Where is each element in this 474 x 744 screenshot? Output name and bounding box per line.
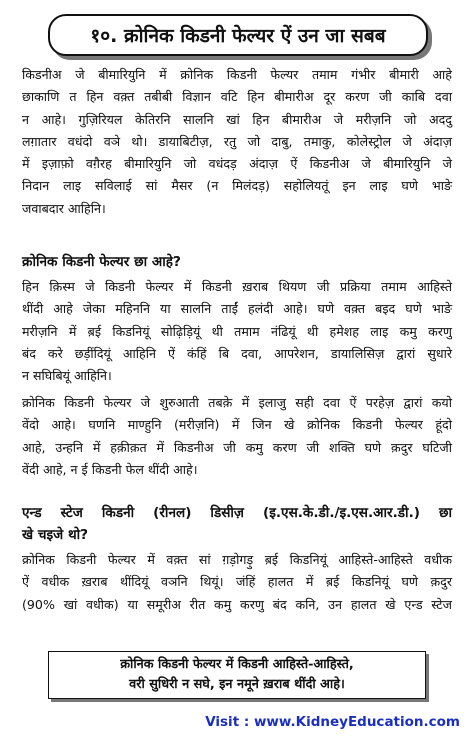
heading-text: खे चइजे थो? [22, 527, 89, 543]
intro-paragraph [22, 64, 452, 220]
text-line: वेंदी आहे, न ई किडनी फेल थींदी आहे। [22, 461, 198, 477]
text-line: ऐं वधीक ख़राब थींदियूं वञनि थियूं। जंहिं हालत में ब़ई किडनियूं घणे क़दुर [22, 574, 452, 590]
section-heading-what-is-ckd [22, 251, 452, 273]
text-line: (90% खां वधीक) या समूरीअ रीत कमु करणु बंद कनि, उन हालत खे एन्ड स्टेज [22, 596, 452, 612]
text-line: छाकाणि त हिन वक़्त तबीबी विज्ञान वटि हिन बीमारीअ दूर करण जी काबि दवा [22, 89, 452, 105]
text-line: न आहे। गुज़िरियल केतिरनि सालनि खां हिन बीमारीअ जे मरीज़नि जो अददु [22, 111, 452, 127]
text-line: क्रोनिक किडनी फेल्यर में वक़्त सां ग़ड़ोगड़ु ब़ई किडनियूं आहिस्ते-आहिस्ते वधीक [22, 552, 452, 567]
text-line: क्रोनिक किडनी फेल्यर जे शुरुआती तबक़े में इलाजु सही दवा ऐं परहेज़ द्वारां कयो [22, 395, 452, 410]
text-line: जवाबदार आहिनि। [22, 200, 106, 216]
esrd-paragraph [22, 549, 452, 616]
text-line: आहे, उन्हनि में हक़ीक़त में किडनीअ जी कमु करण जी शक्ति घणे क़दुर घटिजी [22, 439, 452, 455]
text-line: बंद करे छड़ींदियूं आहिनि ऐं कंहिं बि दवा, आपरेशन, डायालिसिज़ द्वारां सुधारे [22, 345, 452, 361]
heading-text: एन्ड स्टेज किडनी (रीनल) डिसीज़ (इ.एस.के.डी./इ.एस.आर.डी.) छा [22, 505, 452, 521]
text-line: लग़ातार वधंदो वञे थो। डायाबिटीज़, रतु जो दाबु, तमाकु, कोलेस्ट्रोल जे अंदाज़ [22, 133, 452, 149]
callout-line: वरी सुधिरी न सघे, इन नमूने ख़राब थींदी आहे। [129, 677, 345, 692]
text-line: हिन क़िस्म जे किडनी फेल्यर में किडनी ख़राब थियण जी प्रक्रिया तमाम आहिस्ते [22, 279, 452, 294]
early-stage-paragraph [22, 392, 452, 481]
ckd-definition-paragraph [22, 276, 452, 387]
text-line: न सघिबियूं आहिनि। [22, 368, 112, 384]
text-line: मरीज़नि में ब़ई किडनियूं सोढ़िड़ियूं थी तमाम नंढियूं थी हमेशह लाइ कमु करणु [22, 323, 452, 339]
heading-text: क्रोनिक किडनी फेल्यर छा आहे? [22, 254, 181, 270]
section-heading-esrd [22, 502, 452, 546]
text-line: में इज़ाफ़ो वग़ैरह बीमारियुनि जो वधंदड़ अंदाज़ ऐं किडनीअ जे बीमारियुनि जे [22, 156, 452, 172]
text-line: वेंदो आहे। घणनि माण्हुनि (मरीज़नि) में जिन खे क्रोनिक किडनी फेल्यर हूंदो [22, 417, 452, 433]
text-line: निदान लाइ सविलाई सां मैसर (न मिलंदड़) सहोलियतूं इन लाइ घणे भाङे [22, 178, 452, 194]
text-line: थींदी आहे जेका महिननि या सालनि ताईं हलंदी आहे। घणे वक़्त बइद घणे भाङे [22, 301, 452, 317]
callout-line: क्रोनिक किडनी फेल्यर में किडनी आहिस्ते-आहिस्ते, [120, 657, 354, 672]
chapter-title: १०. क्रोनिक किडनी फेल्यर ऐं उन जा सबब [48, 14, 428, 56]
website-footer-link[interactable]: Visit : www.KidneyEducation.com [205, 714, 460, 730]
key-point-callout [48, 651, 426, 699]
text-line: किडनीअ जे बीमारियुनि में क्रोनिक किडनी फेल्यर तमाम गंभीर बीमारी आहे [22, 67, 452, 82]
